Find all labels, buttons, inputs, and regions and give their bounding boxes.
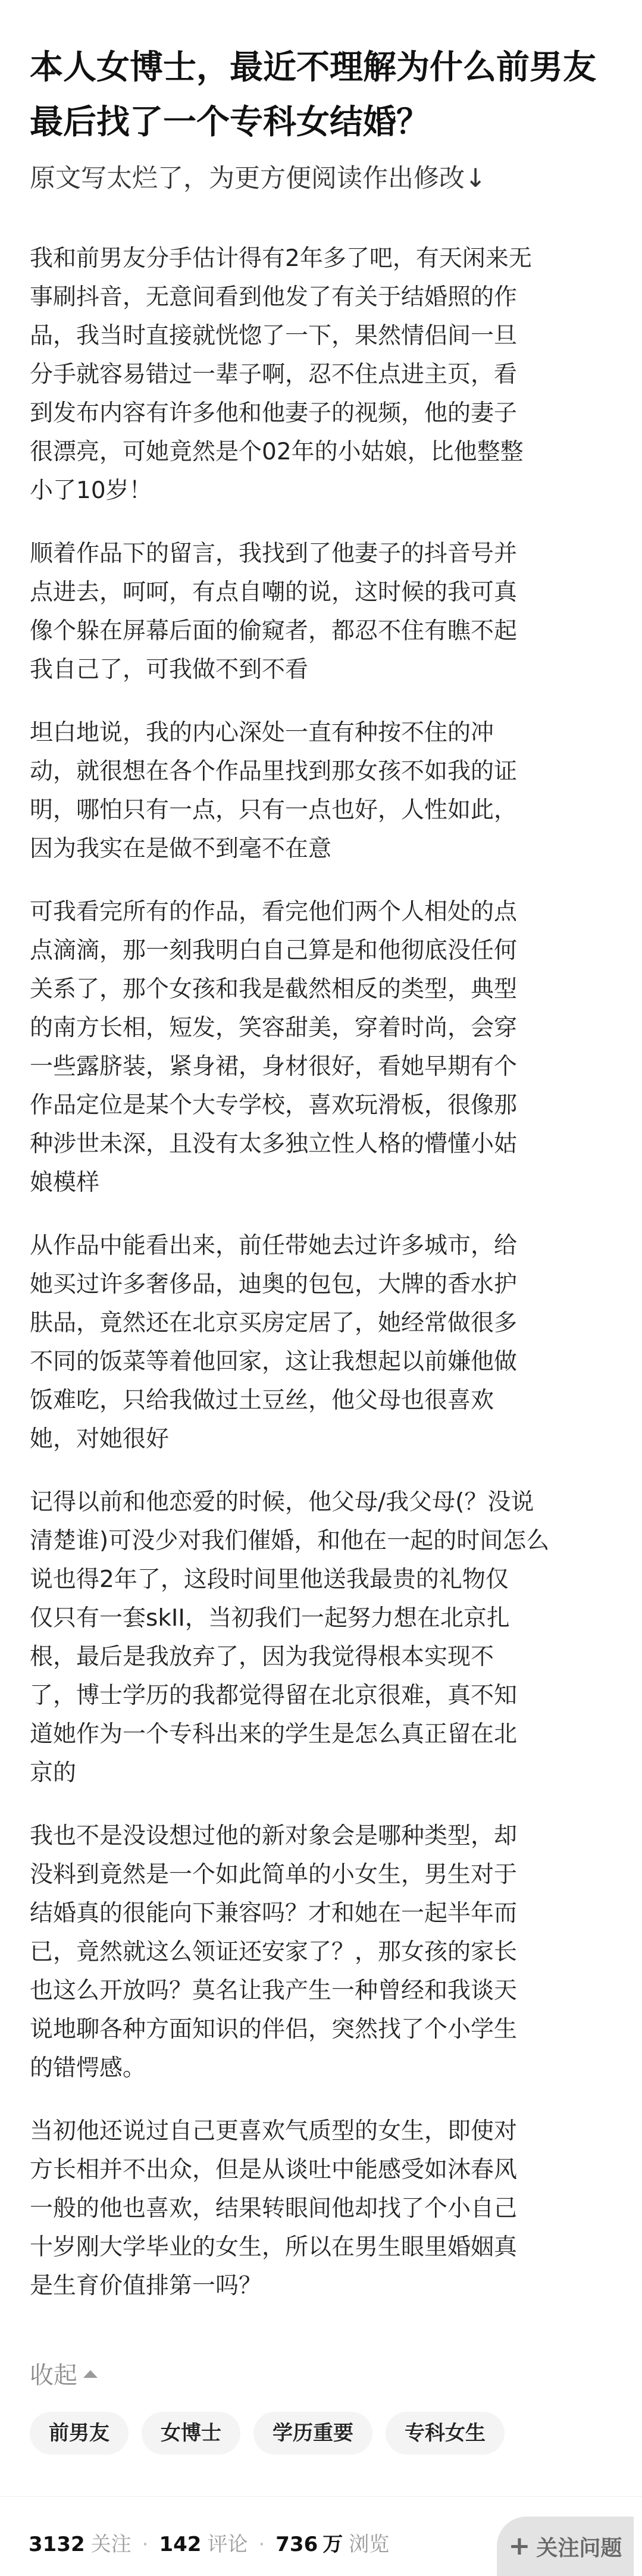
follow-count-label: 关注 — [90, 2533, 131, 2556]
tag[interactable]: 学历重要 — [253, 2412, 372, 2455]
answer-paragraph: 坦白地说，我的内心深处一直有种按不住的冲 动，就很想在各个作品里找到那女孩不如我的证 明，哪怕只有一点，只有一点也好，人性如此， 因为我实在是做不到毫不在意 — [30, 719, 518, 862]
topic-tags — [30, 2412, 505, 2455]
view-count-label: 浏览 — [349, 2533, 390, 2556]
edit-note: 原文写太烂了，为更方便阅读作出修改↓ — [30, 164, 487, 193]
question-title[interactable]: 本人女博士，最近不理解为什么前男友最后找了一个专科女结婚？ — [30, 48, 596, 142]
collapse-button[interactable] — [30, 2356, 98, 2390]
tag[interactable]: 专科女生 — [386, 2412, 505, 2455]
answer-paragraph: 我也不是没设想过他的新对象会是哪种类型，却 没料到竟然是一个如此简单的小女生，男生对于 结婚真的很能向下兼容吗？才和她在一起半年而 已，竟然就这么领证还安家了？，那女孩的家长 也这么开放吗？莫名让我产生一种曾经和我谈天 说地聊各种方面知识的伴侣，突然找了个小学生 的错愕感。 — [30, 1823, 518, 2082]
answer-paragraph: 记得以前和他恋爱的时候，他父母/我父母(？没说 清楚谁)可没少对我们催婚，和他在一起的时间怎么 说也得2年了，这段时间里他送我最贵的礼物仅 仅只有一套skII，当初我们一起努力想在北京扎 根，最后是我放弃了，因为我觉得根本实现不 了，博士学历的我都觉得留在北京很难，真不知 道她作为一个专科出来的学生是怎么真正留在北 京的 — [30, 1489, 550, 1786]
follow-question-label: 关注问题 — [536, 2536, 622, 2561]
answer-paragraph: 从作品中能看出来，前任带她去过许多城市，给 她买过许多奢侈品，迪奥的包包，大牌的香水护 肤品，竟然还在北京买房定居了，她经常做很多 不同的饭菜等着他回家，这让我想起以前嫌他做 饭难吃，只给我做过土豆丝，他父母也很喜欢 她，对她很好 — [30, 1232, 518, 1453]
stats-separator: · — [258, 2533, 265, 2556]
view-count-unit: 万 — [322, 2533, 343, 2556]
follow-count: 3132 — [29, 2533, 85, 2556]
collapse-label: 收起 — [30, 2362, 77, 2389]
question-stats — [29, 2528, 389, 2557]
follow-question-button[interactable] — [497, 2516, 634, 2576]
caret-up-icon — [83, 2370, 98, 2378]
answer-paragraph: 当初他还说过自己更喜欢气质型的女生，即使对 方长相并不出众，但是从谈吐中能感受如沐春风 一般的他也喜欢，结果转眼间他却找了个小自己 十岁刚大学毕业的女生，所以在男生眼里婚姻真 是生育价值排第一吗？ — [30, 2118, 518, 2299]
stats-separator: · — [142, 2533, 149, 2556]
view-count: 736 — [275, 2533, 318, 2556]
tag[interactable]: 女博士 — [142, 2412, 240, 2455]
answer-paragraph: 可我看完所有的作品，看完他们两个人相处的点 点滴滴，那一刻我明白自己算是和他彻底没任何 关系了，那个女孩和我是截然相反的类型，典型 的南方长相，短发，笑容甜美，穿着时尚，会穿 一些露脐装，紧身裙，身材很好，看她早期有个 作品定位是某个大专学校，喜欢玩滑板，很像那 种涉世未深，且没有太多独立性人格的懵懂小姑 娘模样 — [30, 899, 518, 1196]
plus-icon: + — [508, 2531, 531, 2561]
answer-paragraph: 我和前男友分手估计得有2年多了吧，有天闲来无 事刷抖音，无意间看到他发了有关于结婚照的作 品，我当时直接就恍惚了一下，果然情侣间一旦 分手就容易错过一辈子啊，忍不住点进主页，看 到发布内容有许多他和他妻子的视频，他的妻子 很漂亮，可她竟然是个02年的小姑娘，比他整整 小了10岁！ — [30, 245, 532, 504]
bottom-stats-bar — [0, 2496, 642, 2576]
comment-count: 142 — [159, 2533, 202, 2556]
comment-count-label: 评论 — [207, 2533, 248, 2556]
tag[interactable]: 前男友 — [30, 2412, 129, 2455]
answer-paragraph: 顺着作品下的留言，我找到了他妻子的抖音号并 点进去，呵呵，有点自嘲的说，这时候的我可真 像个躲在屏幕后面的偷窥者，都忍不住有瞧不起 我自己了，可我做不到不看 — [30, 540, 518, 683]
